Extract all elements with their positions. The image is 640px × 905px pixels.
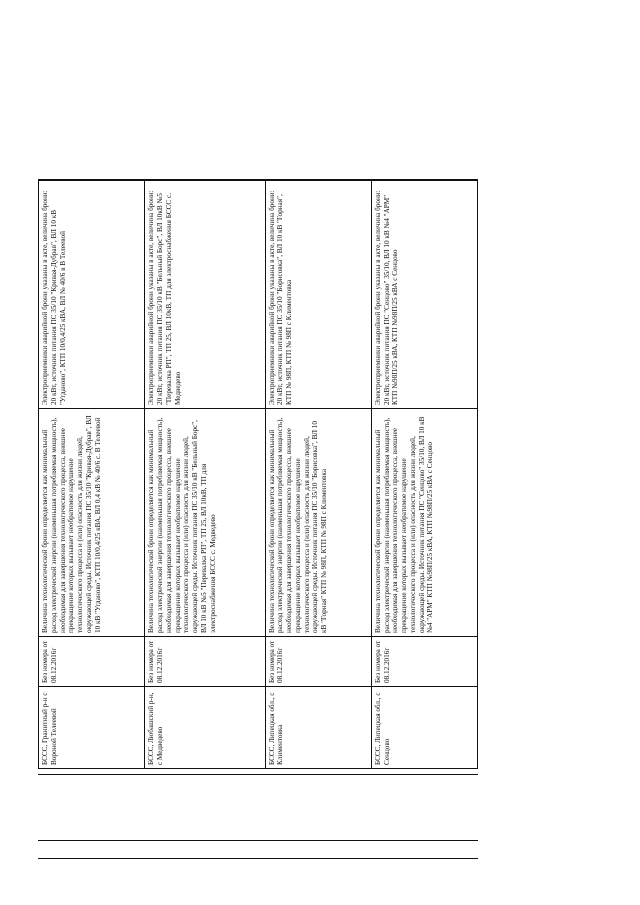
separator-line xyxy=(38,858,478,859)
cell-summary: Электроприемники аварийной брони указаны в акте, величина брони: 20 кВт, источник питания ПС 35/10 "Борисовка", ВЛ 10 кВ "Горная", КТП № 98П, КТП № 98П с Климентовка xyxy=(265,180,371,409)
cell-act: Без номера от 08.12.2016г xyxy=(145,637,265,687)
cell-description: Величина технологической брони определяется как минимальный расход электрической энергии (наименьшая потребляемая мощность), необходимая для завершения технологического процесса, внешнее прекращение которых вызывает необратимое нарушение технологического процесса и (или) опасность для жизни людей, окружающей среды. Источник питания ПС 35/10 "Кривая-Дубрав", ВЛ 10 кВ "Угданово", КТП 10/0,4/25 кВА, ВЛ 0,4 кВ № 40/6 с. В Телеевой xyxy=(39,409,145,637)
cell-summary: Электроприемники аварийной брони указаны в акте, величина брони: 20 кВт, источник питания ПС 35/10 кВ "Бельный Борс", ВЛ 10кВ №5 "Перевалка РП", ТП 25, ВЛ 10кВ, ТП для электроснабжения БССС с. Медведево xyxy=(145,180,265,409)
emergency-reserve-table xyxy=(38,179,478,769)
table-row xyxy=(145,180,265,769)
separator-line xyxy=(38,840,478,841)
cell-summary: Электроприемники аварийной брони указаны в акте, величина брони: 20 кВт, источник питания ПС "Сенцово" 35/10, ВЛ 10 кВ №4 "АРМ" КТП №98П/25 кВА, КТП №98П/25 кВА с Сенцово xyxy=(371,180,477,409)
cell-location: БССС, Липецкая обл., с Климентовка xyxy=(265,687,371,769)
cell-act: Без номера от 08.12.2016г xyxy=(371,637,477,687)
table-row xyxy=(265,180,371,769)
table-row xyxy=(39,180,145,769)
cell-act: Без номера от 08.12.2016г xyxy=(265,637,371,687)
cell-location: БССС, Любашский р-н, с Медведево xyxy=(145,687,265,769)
cell-location: БССС, Гранитный р-н с Вороной Телеевой xyxy=(39,687,145,769)
cell-description: Величина технологической брони определяется как минимальный расход электрической энергии (наименьшая потребляемая мощность), необходимая для завершения технологического процесса, внешнее прекращение которых вызывает необратимое нарушение технологического процесса и (или) опасность для жизни людей, окружающей среды. Источник питания ПС 35/10 кВ "Бельный Борс", ВЛ 10 кВ №5 "Перевалка РП", ТП 25, ВЛ 10кВ, ТП для электроснабжения БССС с. Медведево xyxy=(145,409,265,637)
cell-description: Величина технологической брони определяется как минимальный расход электрической энергии (наименьшая потребляемая мощность), необходимая для завершения технологического процесса, внешнее прекращение которых вызывает необратимое нарушение технологического процесса и (или) опасность для жизни людей, окружающей среды. Источник питания ПС "Сенцово" 35/10, ВЛ 10 кВ №4 "АРМ" КТП №98П/25 кВА, КТП №98П/25 кВА с Сенцово xyxy=(371,409,477,637)
separator-line xyxy=(38,774,478,775)
cell-act: Без номера от 08.12.2016г xyxy=(39,637,145,687)
cell-summary: Электроприемники аварийной брони указаны в акте, величина брони: 20 кВт, источник питания ПС 35/10 "Кривая-Дубрав", ВЛ 10 кВ "Угданово", КТП 10/0,4/25 кВА, ВЛ № 40/6 в В Телеевой xyxy=(39,180,145,409)
table-row xyxy=(371,180,477,769)
rotated-table xyxy=(38,180,478,769)
rotated-table-container xyxy=(38,180,478,769)
cell-location: БССС, Липецкая обл., с Сенцово xyxy=(371,687,477,769)
cell-description: Величина технологической брони определяется как минимальный расход электрической энергии (наименьшая потребляемая мощность), необходимая для завершения технологического процесса, внешнее прекращение которых вызывает необратимое нарушение технологического процесса и (или) опасность для жизни людей, окружающей среды. Источник питания ПС 35/10 "Борисовка", ВЛ 10 кВ "Горная" КТП № 98П, КТП № 98П с Климентовка xyxy=(265,409,371,637)
